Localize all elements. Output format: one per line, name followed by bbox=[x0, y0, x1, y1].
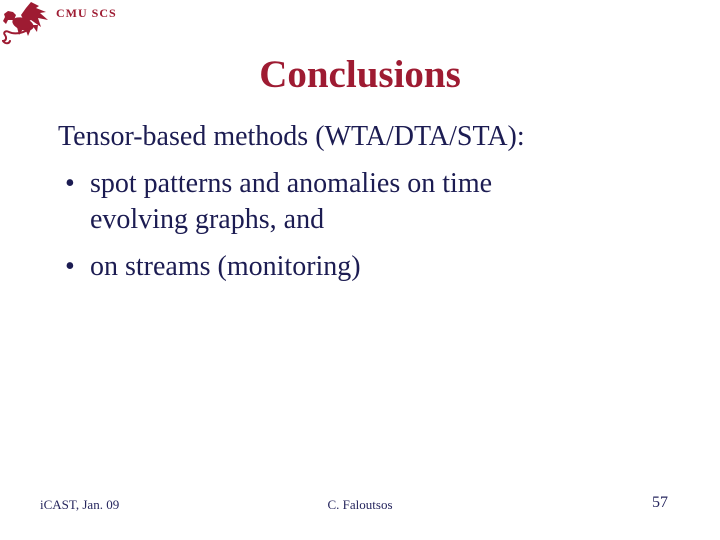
brand-label: CMU SCS bbox=[56, 6, 117, 20]
footer-author: C. Faloutsos bbox=[327, 497, 393, 512]
bullet-item bbox=[58, 249, 700, 285]
body-lead: Tensor-based methods (WTA/DTA/STA): bbox=[58, 121, 525, 152]
slide-footer bbox=[0, 494, 720, 520]
bullet-marker: • bbox=[65, 251, 75, 282]
slide-title: Conclusions bbox=[259, 53, 461, 96]
bullet-marker: • bbox=[65, 168, 75, 199]
footer-venue-date: iCAST, Jan. 09 bbox=[40, 497, 120, 512]
bullet-item bbox=[58, 166, 700, 238]
bullet-text-line: evolving graphs, and bbox=[90, 204, 325, 235]
slide-body bbox=[58, 119, 700, 296]
bullet-text-block bbox=[90, 166, 492, 238]
page-number: 57 bbox=[652, 494, 668, 511]
bullet-text-line: spot patterns and anomalies on time bbox=[90, 168, 493, 199]
bullet-text-block bbox=[90, 249, 361, 285]
bullet-list bbox=[58, 166, 700, 285]
bullet-text-line: on streams (monitoring) bbox=[90, 251, 361, 282]
cmu-dragon-mascot-icon bbox=[2, 2, 54, 56]
